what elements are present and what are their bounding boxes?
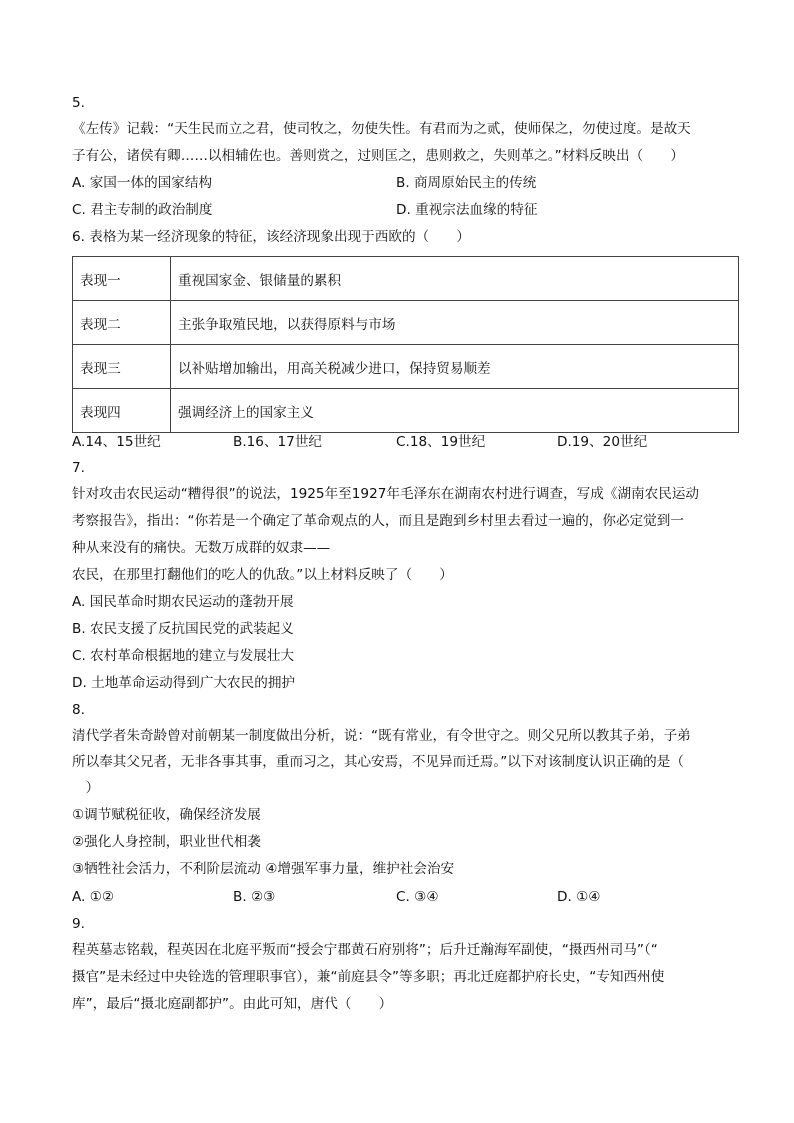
q7-stem-line3: 种从来没有的痛快。无数万成群的奴隶—— xyxy=(72,540,331,556)
q8-option-c: C. ③④ xyxy=(396,889,439,905)
q8-item-1: ①调节赋税征收，确保经济发展 xyxy=(72,807,261,823)
q5-stem-line1: 《左传》记载：“天生民而立之君，使司牧之，勿使失性。有君而为之贰，使师保之，勿使过度。是故天 xyxy=(72,121,691,137)
table-row xyxy=(73,257,739,301)
q5-option-a: A. 家国一体的国家结构 xyxy=(72,175,213,191)
q9-stem-line3: 库”，最后“摄北庭副都护”。由此可知，唐代（ ） xyxy=(72,996,393,1012)
table-cell-value: 以补贴增加输出，用高关税减少进口，保持贸易顺差 xyxy=(171,345,739,389)
q6-option-b: B.16、17世纪 xyxy=(233,434,323,450)
q6-option-d: D.19、20世纪 xyxy=(557,434,648,450)
q8-item-3-4: ③牺牲社会活力，不利阶层流动 ④增强军事力量，维护社会治安 xyxy=(72,861,455,877)
table-row xyxy=(73,345,739,389)
table-row xyxy=(73,389,739,433)
table-cell-label: 表现三 xyxy=(73,345,171,389)
table-cell-label: 表现二 xyxy=(73,301,171,345)
q5-option-d: D. 重视宗法血缘的特征 xyxy=(396,202,538,218)
q6-option-a: A.14、15世纪 xyxy=(72,434,161,450)
q5-option-b: B. 商周原始民主的传统 xyxy=(396,175,537,191)
q8-option-a: A. ①② xyxy=(72,889,115,905)
q7-stem-line2: 考察报告》，指出：“你若是一个确定了革命观点的人，而且是跑到乡村里去看过一遍的，你必定觉到一 xyxy=(72,513,684,529)
table-cell-value: 重视国家金、银储量的累积 xyxy=(171,257,739,301)
q8-item-2: ②强化人身控制，职业世代相袭 xyxy=(72,834,261,850)
q7-option-a: A. 国民革命时期农民运动的蓬勃开展 xyxy=(72,594,294,610)
table-cell-label: 表现四 xyxy=(73,389,171,433)
q8-number: 8. xyxy=(72,702,85,718)
q8-option-b: B. ②③ xyxy=(233,889,276,905)
q8-stem-line2: 所以奉其父兄者，无非各事其事，重而习之，其心安焉，不见异而迁焉。”以下对该制度认识正确的是（ xyxy=(72,754,684,770)
q7-option-d: D. 土地革命运动得到广大农民的拥护 xyxy=(72,675,296,691)
q8-option-d: D. ①④ xyxy=(557,889,601,905)
q6-table xyxy=(72,256,739,433)
table-cell-value: 强调经济上的国家主义 xyxy=(171,389,739,433)
q5-stem-line2: 子有公，诸侯有卿……以相辅佐也。善则赏之，过则匡之，患则救之，失则革之。”材料反映出（ ） xyxy=(72,148,684,164)
q6-stem: 6. 表格为某一经济现象的特征，该经济现象出现于西欧的（ ） xyxy=(72,229,470,245)
q9-stem-line2: 摄官”是未经过中央铨选的管理职事官），兼“前庭县令”等多职；再北迁庭都护府长史，“专知西州使 xyxy=(72,969,665,985)
q7-option-b: B. 农民支援了反抗国民党的武装起义 xyxy=(72,621,294,637)
q9-stem-line1: 程英墓志铭载，程英因在北庭平叛而“授会宁郡黄石府别将”；后升迁瀚海军副使，“摄西州司马”（“ xyxy=(72,942,658,958)
q7-stem-line1: 针对攻击农民运动“糟得很”的说法，1925年至1927年毛泽东在湖南农村进行调查，写成《湖南农民运动 xyxy=(72,486,700,502)
table-cell-value: 主张争取殖民地，以获得原料与市场 xyxy=(171,301,739,345)
q5-number: 5. xyxy=(72,95,85,111)
q8-stem-line1: 清代学者朱奇龄曾对前朝某一制度做出分析，说：“既有常业，有令世守之。则父兄所以教其子弟，子弟 xyxy=(72,728,691,744)
q7-stem-line4: 农民，在那里打翻他们的吃人的仇敌。”以上材料反映了（ ） xyxy=(72,567,453,583)
q7-number: 7. xyxy=(72,460,85,476)
table-row xyxy=(73,301,739,345)
table-cell-label: 表现一 xyxy=(73,257,171,301)
q9-number: 9. xyxy=(72,916,85,932)
q7-option-c: C. 农村革命根据地的建立与发展壮大 xyxy=(72,648,295,664)
q5-option-c: C. 君主专制的政治制度 xyxy=(72,202,213,218)
q8-stem-line3: ） xyxy=(72,780,100,796)
q6-option-c: C.18、19世纪 xyxy=(396,434,486,450)
